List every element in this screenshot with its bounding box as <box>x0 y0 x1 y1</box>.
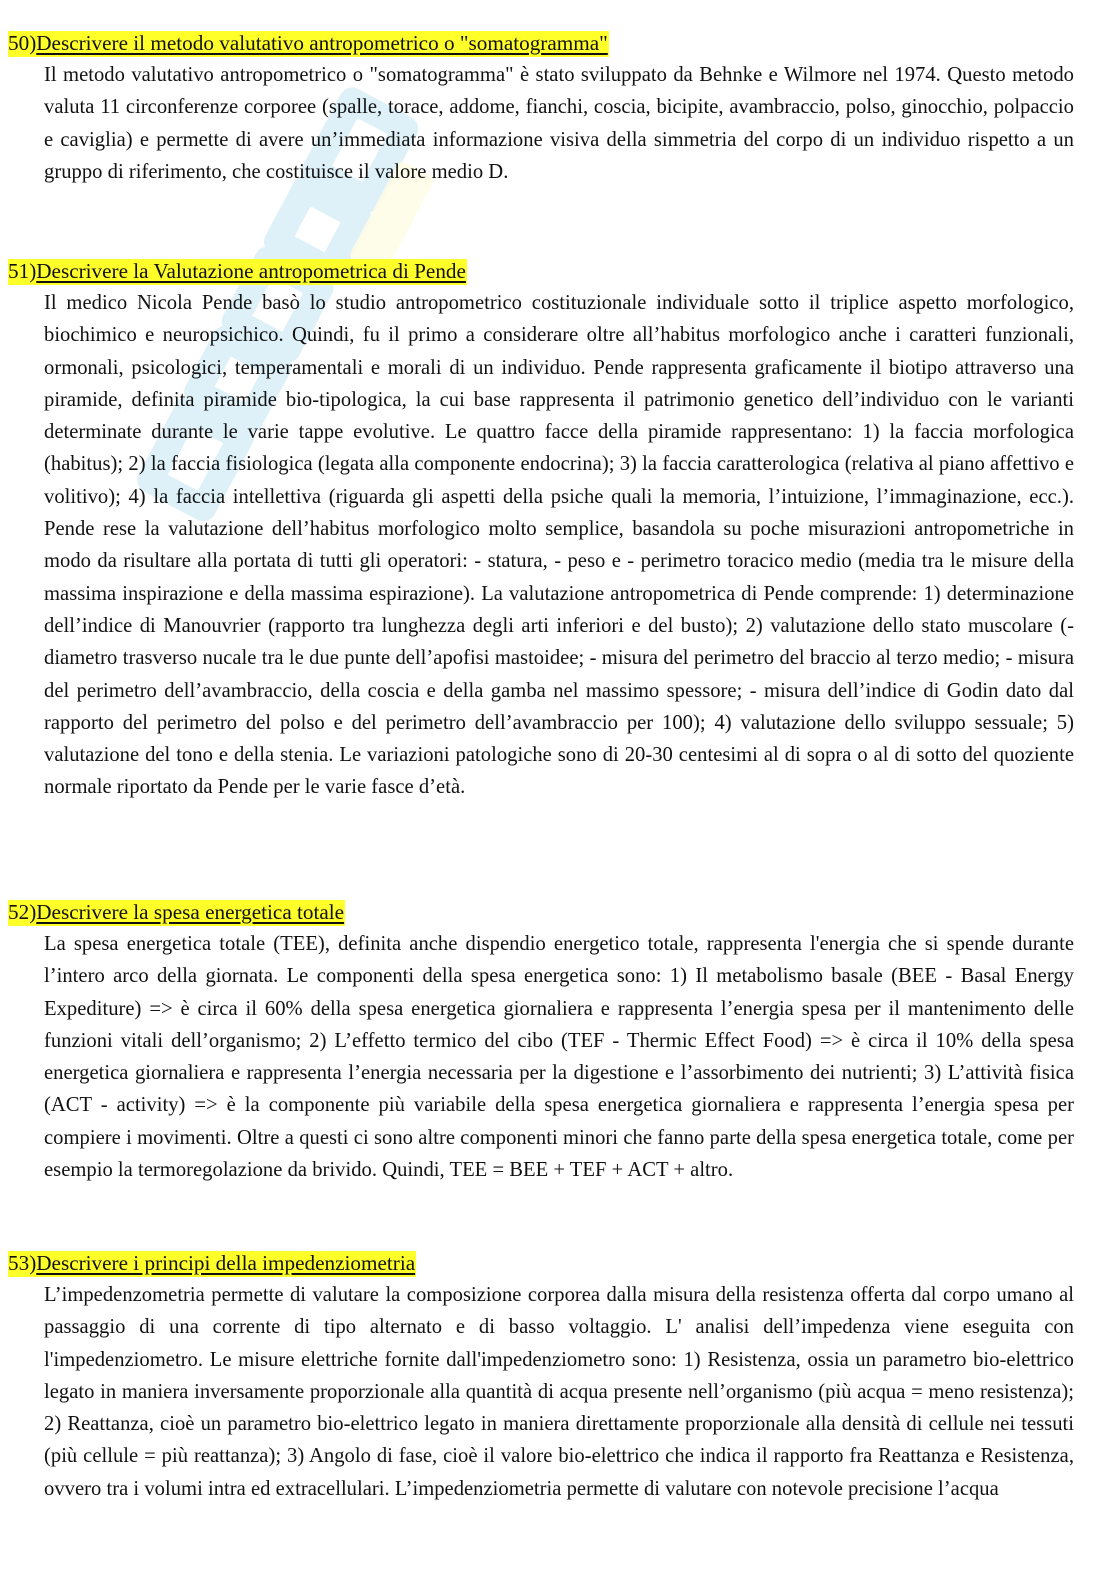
section-51 <box>8 256 1076 804</box>
section-heading <box>8 1248 1076 1278</box>
section-body: La spesa energetica totale (TEE), definita anche dispendio energetico totale, rappresenta l'energia che si spende durante l’intero arco della giornata. Le componenti della spesa energetica sono: 1) Il metabolismo basale (BEE - Basal Energy Expediture) => è circa il 60% della spesa energetica giornaliera e rappresenta l’energia spesa per il mantenimento delle funzioni vitali dell’organismo; 2) L’effetto termico del cibo (TEF - Thermic Effect Food) => è circa il 10% della spesa energetica giornaliera e rappresenta l’energia necessaria per la digestione e l’assorbimento dei nutrienti; 3) L’attività fisica (ACT - activity) => è la componente più variabile della spesa energetica giornaliera e rappresenta l’energia spesa per compiere i movimenti. Oltre a questi ci sono altre componenti minori che fanno parte della spesa energetica totale, come per esempio la termoregolazione da brivido. Quindi, TEE = BEE + TEF + ACT + altro. <box>44 933 1074 1182</box>
section-number: 50) <box>8 31 37 55</box>
section-title: Descrivere la spesa energetica totale <box>36 900 345 924</box>
section-heading <box>8 256 1076 286</box>
section-body: Il medico Nicola Pende basò lo studio antropometrico costituzionale individuale sotto il triplice aspetto morfologico, biochimico e neuropsichico. Quindi, fu il primo a considerare oltre all’habitus morfologico anche i caratteri funzionali, ormonali, psicologici, temperamentali e morali di un individuo. Pende rappresenta graficamente il biotipo attraverso una piramide, definita piramide bio-tipologica, la cui base rappresenta il patrimonio genetico dell’individuo con le varianti determinate durante le varie tappe evolutive. Le quattro facce della piramide rappresentano: 1) la faccia morfologica (habitus); 2) la faccia fisiologica (legata alla componente endocrina); 3) la faccia caratterologica (relativa al piano affettivo e volitivo); 4) la faccia intellettiva (riguarda gli aspetti della psiche quali la memoria, l’intuizione, l’immaginazione, ecc.). Pende rese la valutazione dell’habitus morfologico molto semplice, basandola su poche misurazioni antropometriche in modo da risultare alla portata di tutti gli operatori: - statura, - peso e - perimetro toracico medio (media tra le misure della massima inspirazione e della massima espirazione). La valutazione antropometrica di Pende comprende: 1) determinazione dell’indice di Manouvrier (rapporto tra lunghezza degli arti inferiori e del busto); 2) valutazione dello stato muscolare (- diametro trasverso nucale tra le due punte dell’apofisi mastoidee; - misura del perimetro del braccio al terzo medio; - misura del perimetro dell’avambraccio, della coscia e della gamba nel massimo spessore; - misura dell’indice di Godin dato dal rapporto del perimetro del polso e del perimetro dell’avambraccio per 100); 4) valutazione dello sviluppo sessuale; 5) valutazione del tono e della stenia. Le variazioni patologiche sono di 20-30 centesimi al di sopra o al di sotto del quoziente normale riportato da Pende per le varie fasce d’età. <box>44 292 1074 799</box>
section-52 <box>8 897 1076 1186</box>
section-heading <box>8 897 1076 927</box>
section-title: Descrivere il metodo valutativo antropometrico o "somatogramma" <box>36 31 608 55</box>
section-number: 52) <box>8 900 37 924</box>
section-number: 53) <box>8 1251 37 1275</box>
section-title: Descrivere la Valutazione antropometrica di Pende <box>36 259 466 283</box>
section-50 <box>8 28 1076 188</box>
section-heading <box>8 28 1076 58</box>
section-53 <box>8 1248 1076 1505</box>
section-body: Il metodo valutativo antropometrico o "somatogramma" è stato sviluppato da Behnke e Wilmore nel 1974. Questo metodo valuta 11 circonferenze corporee (spalle, torace, addome, fianchi, coscia, bicipite, avambraccio, polso, ginocchio, polpaccio e caviglia) e permette di avere un’immediata informazione visiva della simmetria del corpo di un individuo rispetto a un gruppo di riferimento, che costituisce il valore medio D. <box>44 64 1074 183</box>
section-body: L’impedenzometria permette di valutare la composizione corporea dalla misura della resistenza offerta dal corpo umano al passaggio di una corrente di tipo alternato e di basso voltaggio. L' analisi dell’impedenza viene eseguita con l'impedenziometro. Le misure elettriche fornite dall'impedenziometro sono: 1) Resistenza, ossia un parametro bio-elettrico legato in maniera inversamente proporzionale alla quantità di acqua presente nell’organismo (più acqua = meno resistenza); 2) Reattanza, cioè un parametro bio-elettrico legato in maniera direttamente proporzionale alla densità di cellule nei tessuti (più cellule = più reattanza); 3) Angolo di fase, cioè il valore bio-elettrico che indica il rapporto fra Reattanza e Resistenza, ovvero tra i volumi intra ed extracellulari. L’impedenziometria permette di valutare con notevole precisione l’acqua <box>44 1284 1074 1500</box>
section-title: Descrivere i principi della impedenziometria <box>36 1251 416 1275</box>
section-number: 51) <box>8 259 37 283</box>
